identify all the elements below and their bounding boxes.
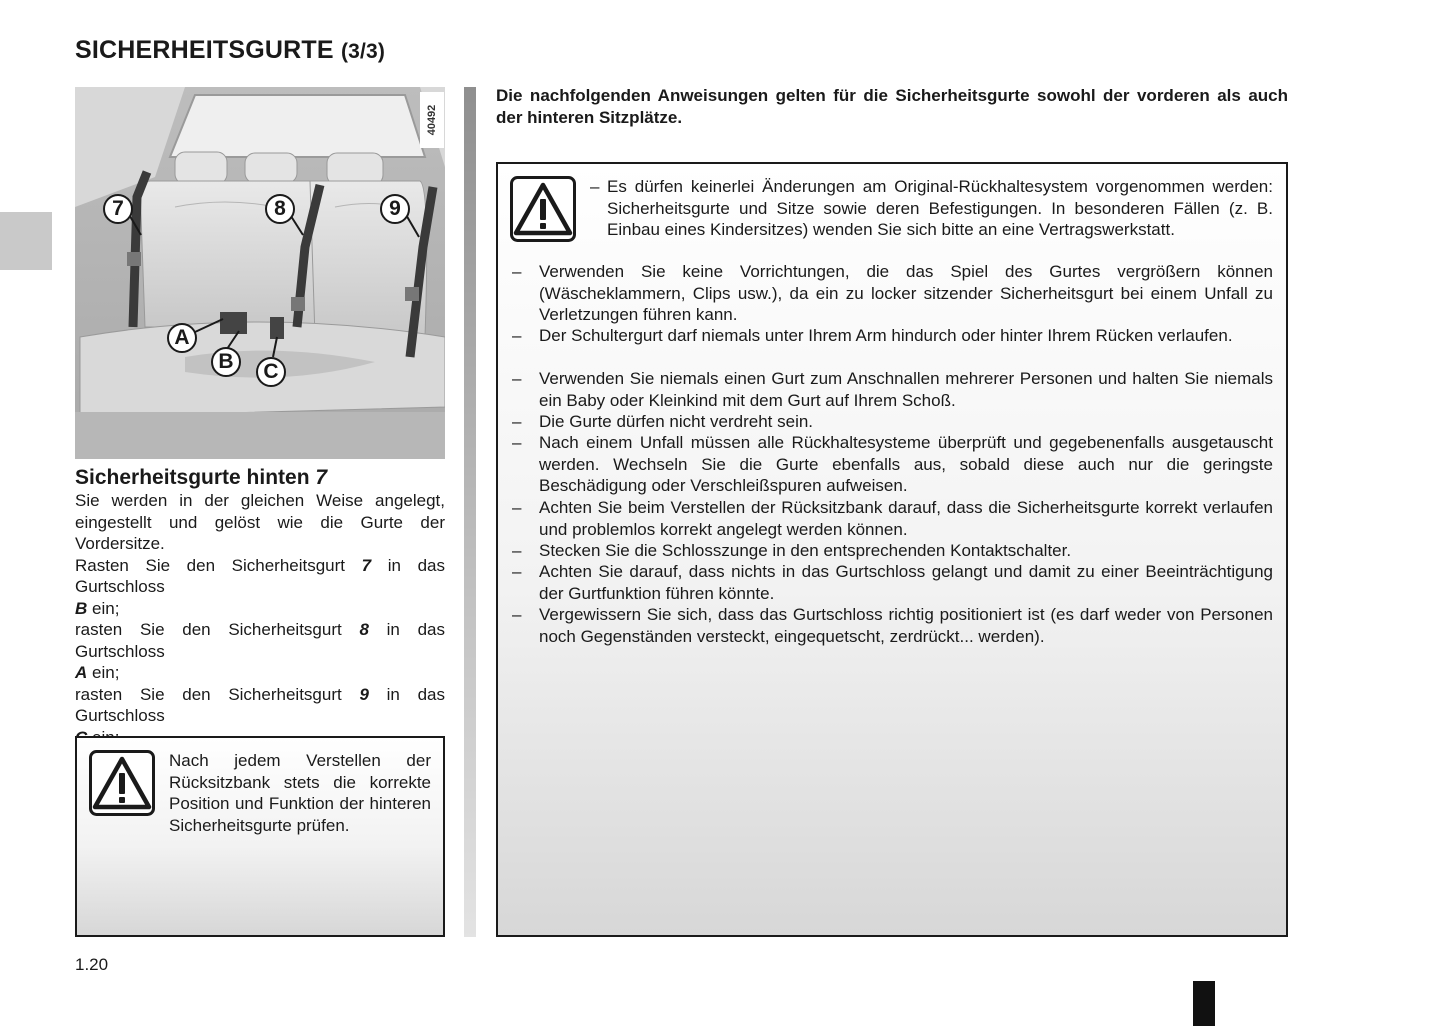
- warning-triangle-icon: [510, 176, 576, 242]
- callout-belt-9: 9: [380, 194, 410, 224]
- rear-belts-intro: Sie werden in der gleichen Weise angelegt, eingestellt und gelöst wie die Gurte der Vordersitze.: [75, 491, 445, 553]
- step-3-mid: in das Gurtschloss: [75, 684, 445, 725]
- warning-item-text: Achten Sie beim Verstellen der Rücksitzbank darauf, dass die Sicherheitsgurte korrekt verlaufen und problemlos korrekt angelegt werden können.: [539, 498, 1273, 539]
- page-title: [75, 36, 385, 65]
- warning-item: [512, 411, 1273, 433]
- warning-item-text: Nach einem Unfall müssen alle Rückhaltesysteme überprüft und gegebenenfalls ausgetauscht werden. Wechseln Sie die Gurte ebenfalls aus, sobald diese auch nur die geringste Beschädigung oder Verschleißspuren aufweisen.: [539, 433, 1273, 495]
- callout-buckle-a: A: [167, 323, 197, 353]
- list-dash: –: [512, 326, 522, 345]
- warning-item: [512, 604, 1273, 647]
- warning-item: [590, 176, 1273, 241]
- list-dash: –: [512, 562, 522, 581]
- step-3-belt: 9: [359, 684, 369, 704]
- rear-belts-body: [75, 490, 445, 748]
- list-dash: –: [512, 369, 522, 388]
- step-2-pre: rasten Sie den Sicherheitsgurt: [75, 620, 342, 639]
- warning-item: [512, 497, 1273, 540]
- list-dash: –: [512, 262, 522, 281]
- warning-item: [512, 325, 1273, 347]
- rear-step-line-1: [75, 555, 445, 598]
- step-1-pre: Rasten Sie den Sicherheitsgurt: [75, 555, 346, 575]
- photo-code-text: 40492: [426, 104, 438, 136]
- list-dash: –: [512, 433, 522, 452]
- callout-belt-8: 8: [265, 194, 295, 224]
- rear-belts-heading: [75, 466, 327, 490]
- rear-heading-ref: 7: [315, 466, 328, 489]
- list-dash: –: [512, 412, 522, 431]
- warning-item-text: Verwenden Sie niemals einen Gurt zum Anschnallen mehrerer Personen und halten Sie niemals ein Baby oder Kleinkind mit dem Gurt auf Ihrem Schoß.: [539, 369, 1273, 410]
- rear-step-line-2b: [75, 662, 445, 684]
- rear-step-line-2: [75, 619, 445, 662]
- step-1-belt: 7: [361, 555, 372, 575]
- warning-item-text: Verwenden Sie keine Vorrichtungen, die das Spiel des Gurtes vergrößern können (Wäscheklammern, Clips usw.), da ein zu locker sitzender Sicherheitsgurt bei einem Unfall zu Verletzungen führen kann.: [539, 262, 1273, 324]
- applicability-note: Die nachfolgenden Anweisungen gelten für die Sicherheitsgurte sowohl der vorderen als auch der hinteren Sitzplätze.: [496, 86, 1288, 127]
- warning-item: [512, 261, 1273, 326]
- step-3-pre: rasten Sie den Sicherheitsgurt: [75, 684, 342, 704]
- warning-item-text: Stecken Sie die Schlosszunge in den entsprechenden Kontaktschalter.: [539, 541, 1072, 560]
- photo-reference-code: [420, 92, 444, 148]
- rear-step-line-1b: [75, 598, 445, 620]
- callout-buckle-b: B: [211, 347, 241, 377]
- warning-item: [512, 540, 1273, 562]
- rear-seat-illustration: [75, 87, 445, 459]
- page-edge-marker: [1193, 981, 1215, 1026]
- rear-seat-warning-text: Nach jedem Verstellen der Rücksitzbank stets die korrekte Position und Funktion der hinteren Sicherheitsgurte prüfen.: [169, 751, 431, 835]
- callout-belt-7: 7: [103, 194, 133, 224]
- step-2-buckle: A: [75, 663, 88, 682]
- callout-buckle-c: C: [256, 357, 286, 387]
- column-divider: [464, 87, 476, 937]
- warning-item-text: Vergewissern Sie sich, dass das Gurtschloss richtig positioniert ist (es darf weder von Personen noch Gegenständen versteckt, eingequetscht, zerdrückt... werden).: [539, 605, 1273, 646]
- warning-triangle-icon: [89, 750, 155, 816]
- warning-item: [512, 561, 1273, 604]
- step-2-mid: in das Gurtschloss: [75, 620, 445, 661]
- rear-seat-warning-box: [75, 736, 445, 937]
- warning-item-text: Der Schultergurt darf niemals unter Ihrem Arm hindurch oder hinter Ihrem Rücken verlaufen.: [539, 326, 1233, 345]
- rear-seat-photo: [75, 87, 445, 459]
- title-part-indicator: (3/3): [340, 40, 386, 63]
- warning-item-text: Es dürfen keinerlei Änderungen am Original-Rückhaltesystem vorgenommen werden: Sicherheitsgurte und Sitze sowie deren Befestigungen. In besonderen Fällen (z. B. Einbau eines Kindersitzes) wenden Sie sich bitte an eine Vertragswerkstatt.: [607, 177, 1273, 239]
- step-2-belt: 8: [359, 620, 369, 639]
- step-1-mid: in das Gurtschloss: [75, 555, 446, 596]
- rear-step-line-3: [75, 684, 445, 727]
- list-dash: –: [590, 177, 600, 196]
- step-2-post: ein;: [92, 663, 120, 682]
- rear-heading-text: Sicherheitsgurte hinten: [75, 466, 310, 489]
- list-dash: –: [512, 498, 522, 517]
- warning-item: [512, 432, 1273, 497]
- step-1-post: ein;: [92, 598, 120, 618]
- step-1-buckle: B: [75, 598, 88, 618]
- warning-item-text: Achten Sie darauf, dass nichts in das Gurtschloss gelangt und damit zu einer Beeinträchtigung der Gurtfunktion führen könnte.: [539, 562, 1273, 603]
- warning-item: [512, 368, 1273, 411]
- list-dash: –: [512, 541, 522, 560]
- warning-item-text: Die Gurte dürfen nicht verdreht sein.: [539, 412, 814, 431]
- title-text: SICHERHEITSGURTE: [75, 36, 334, 64]
- page-number: 1.20: [75, 955, 109, 974]
- chapter-side-tab: [0, 212, 52, 270]
- list-dash: –: [512, 605, 522, 624]
- general-warning-box: [496, 162, 1288, 937]
